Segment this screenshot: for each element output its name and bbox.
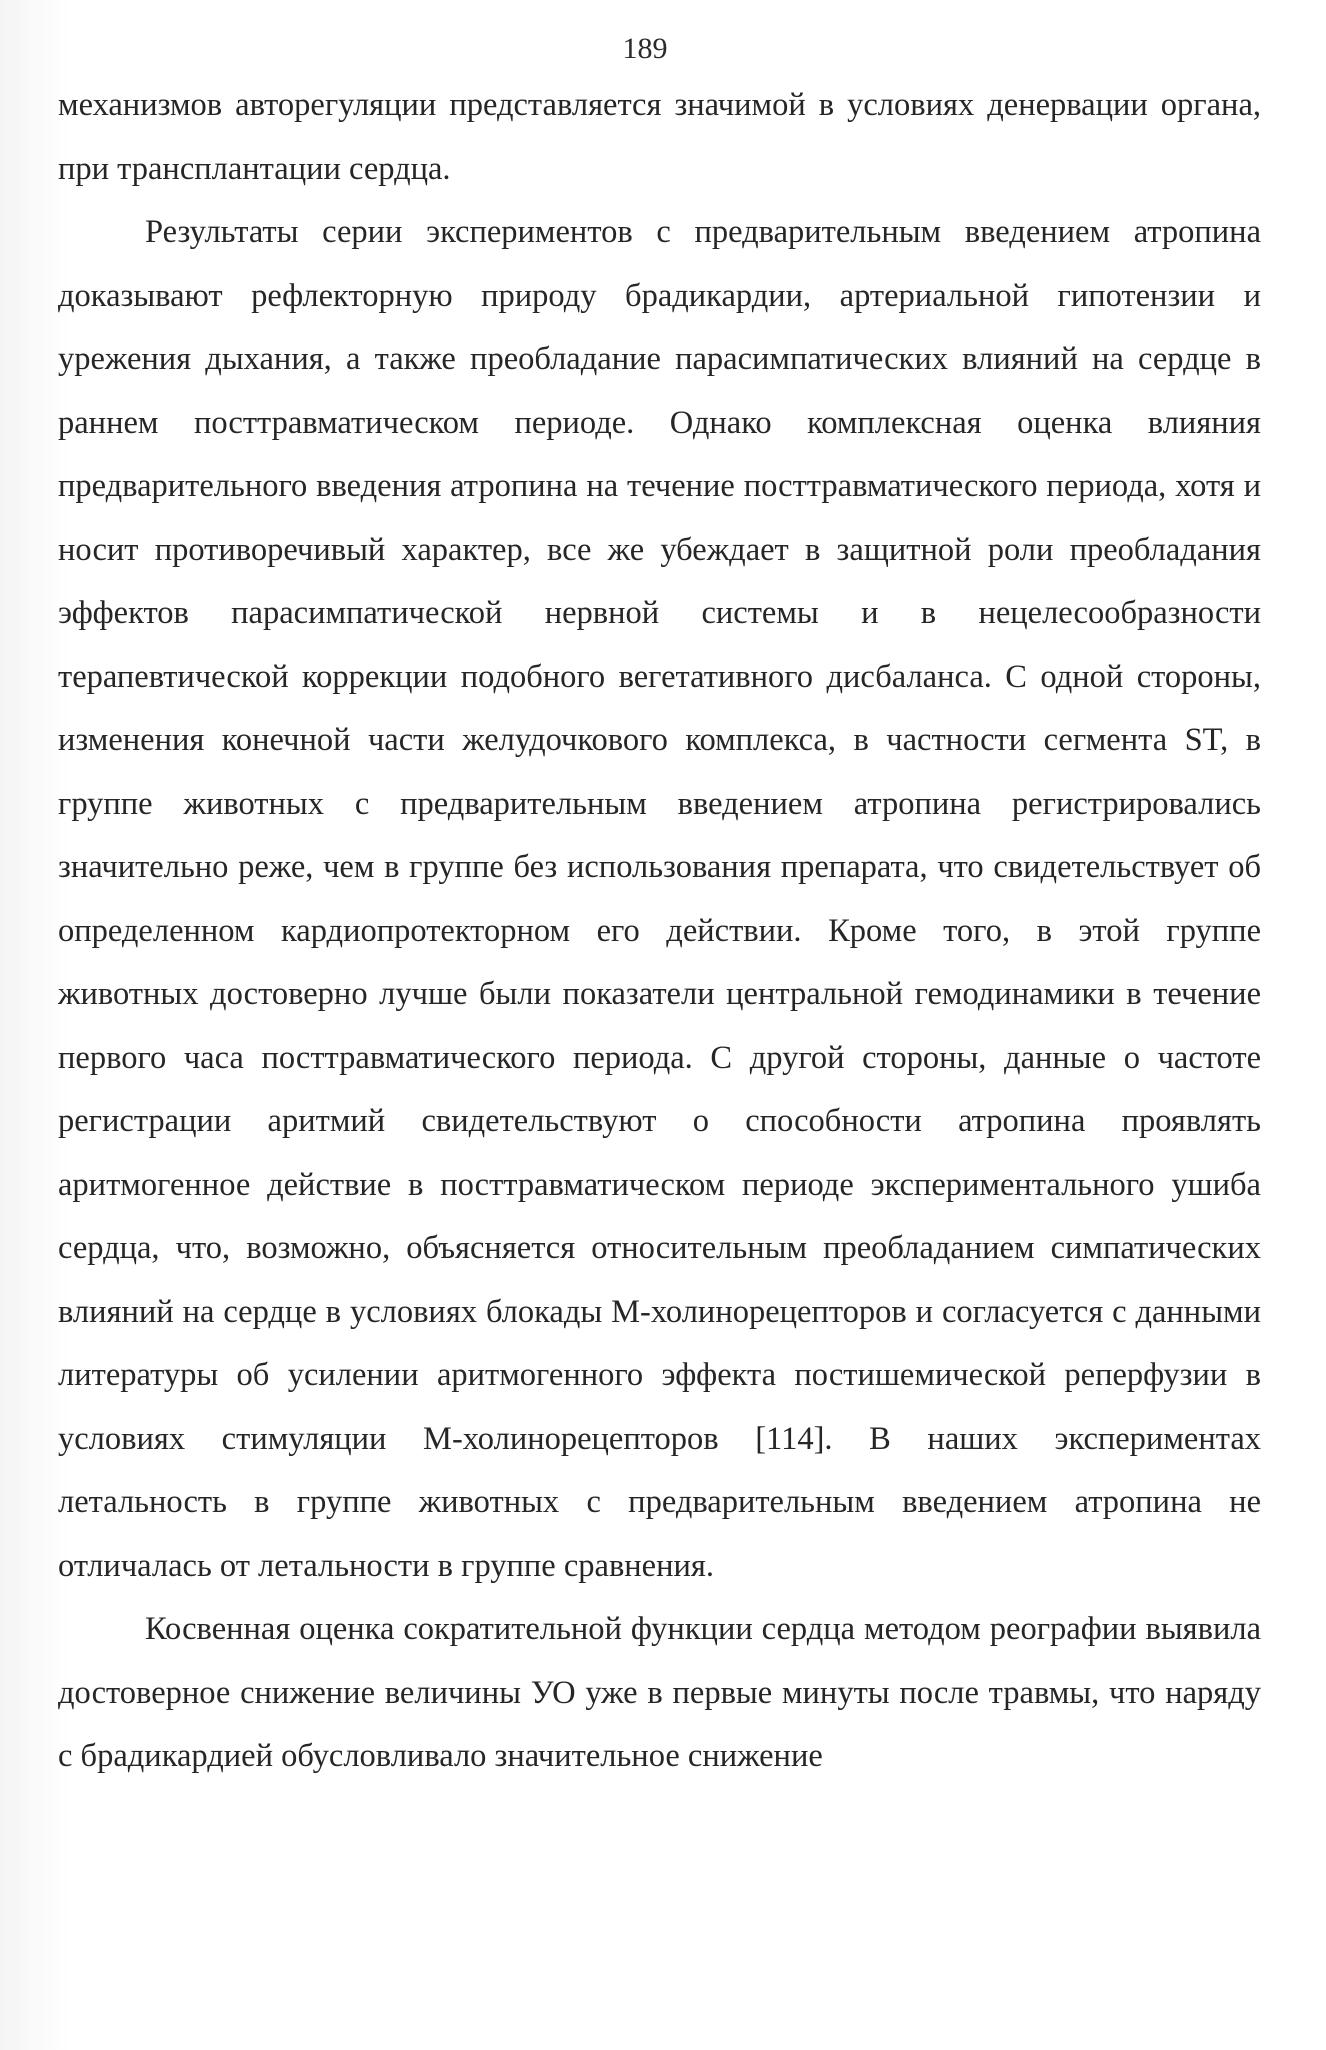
paragraph-continuation: механизмов авторегуляции представляется значимой в условиях денервации органа, при трансплантации сердца. xyxy=(58,87,1261,187)
paragraph-atropine-results: Результаты серии экспериментов с предварительным введением атропина доказывают рефлекторную природу брадикардии, артериальной гипотензии и урежения дыхания, а также преобладание парасимпатических влияний на сердце в раннем посттравматическом периоде. Однако комплексная оценка влияния предварительного введения атропина на течение посттравматического периода, хотя и носит противоречивый характер, все же убеждает в защитной роли преобладания эффектов парасимпатической нервной системы и в нецелесообразности терапевтической коррекции подобного вегетативного дисбаланса. С одной стороны, изменения конечной части желудочкового комплекса, в частности сегмента ST, в группе животных с предварительным введением атропина регистрировались значительно реже, чем в группе без использования препарата, что свидетельствует об определенном кардиопротекторном его действии. Кроме того, в этой группе животных достоверно лучше были показатели центральной гемодинамики в течение первого часа посттравматического периода. С другой стороны, данные о частоте регистрации аритмий свидетельствуют о способности атропина проявлять аритмогенное действие в посттравматическом периоде экспериментального ушиба сердца, что, возможно, объясняется относительным преобладанием симпатических влияний на сердце в условиях блокады М-холинорецепторов и согласуется с данными литературы об усилении аритмогенного эффекта постишемической реперфузии в условиях стимуляции М-холинорецепторов [114]. В наших экспериментах летальность в группе животных с предварительным введением атропина не отличалась от летальности в группе сравнения. xyxy=(58,214,1261,1584)
page-number: 189 xyxy=(622,32,668,65)
paragraph-rheography: Косвенная оценка сократительной функции сердца методом реографии выявила достоверное снижение величины УО уже в первые минуты после травмы, что наряду с брадикардией обусловливало значительное снижение xyxy=(58,1611,1261,1774)
body-text xyxy=(58,74,1261,1789)
